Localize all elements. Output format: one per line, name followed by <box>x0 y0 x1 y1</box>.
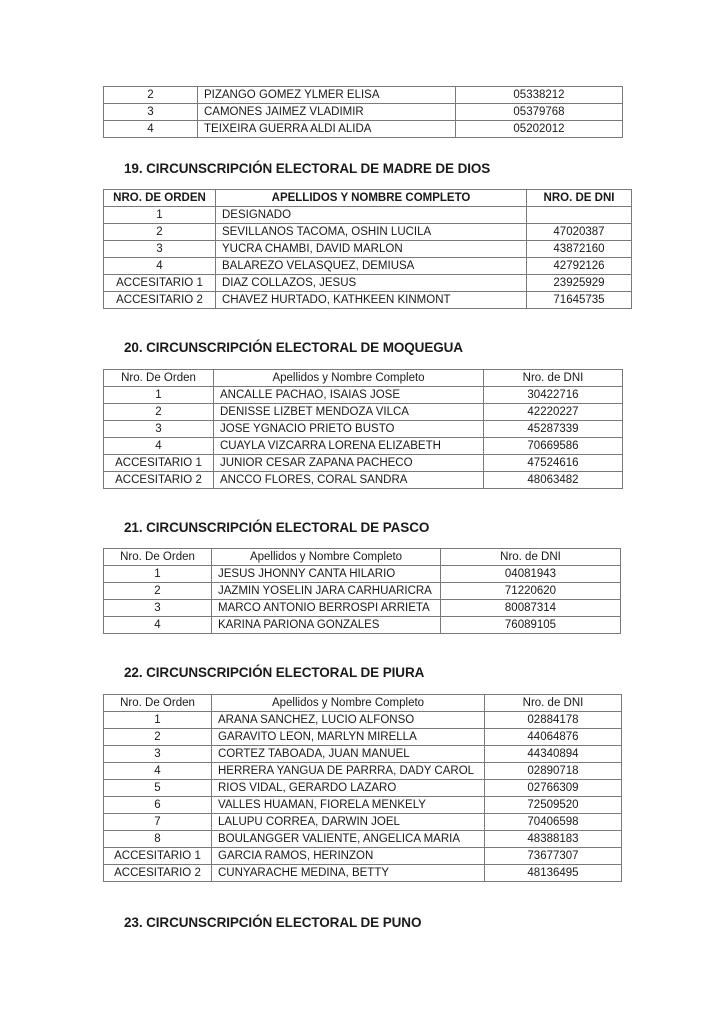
header-dni: Nro. de DNI <box>484 370 623 387</box>
table-row <box>104 848 622 865</box>
dni-cell: 45287339 <box>484 421 623 438</box>
header-name: Apellidos y Nombre Completo <box>214 370 484 387</box>
order-cell: 1 <box>104 387 214 404</box>
order-cell: 4 <box>104 763 212 780</box>
order-cell: 3 <box>104 241 216 258</box>
order-cell: 1 <box>104 566 212 583</box>
order-cell: 4 <box>104 438 214 455</box>
name-cell: JOSE YGNACIO PRIETO BUSTO <box>214 421 484 438</box>
dni-cell: 47020387 <box>527 224 632 241</box>
header-name: Apellidos y Nombre Completo <box>212 695 485 712</box>
table-row <box>104 865 622 882</box>
madre-de-dios-table <box>103 189 632 309</box>
name-cell: YUCRA CHAMBI, DAVID MARLON <box>216 241 527 258</box>
name-cell: ANCCO FLORES, CORAL SANDRA <box>214 472 484 489</box>
header-order: NRO. DE ORDEN <box>104 190 216 207</box>
order-cell: 6 <box>104 797 212 814</box>
dni-cell: 44064876 <box>485 729 622 746</box>
table-row <box>104 712 622 729</box>
order-cell: 2 <box>104 404 214 421</box>
table-row <box>104 224 632 241</box>
table-row <box>104 780 622 797</box>
name-cell: JESUS JHONNY CANTA HILARIO <box>212 566 441 583</box>
table-header-row <box>104 549 621 566</box>
moquegua-table <box>103 369 623 489</box>
table-row <box>104 763 622 780</box>
order-cell: 3 <box>104 104 198 121</box>
dni-cell: 05202012 <box>456 121 623 138</box>
dni-cell: 48063482 <box>484 472 623 489</box>
order-cell: 3 <box>104 421 214 438</box>
table-row <box>104 472 623 489</box>
table-row <box>104 275 632 292</box>
table-row <box>104 600 621 617</box>
dni-cell: 42792126 <box>527 258 632 275</box>
name-cell: MARCO ANTONIO BERROSPI ARRIETA <box>212 600 441 617</box>
name-cell: BOULANGGER VALIENTE, ANGELICA MARIA <box>212 831 485 848</box>
order-cell: 4 <box>104 617 212 634</box>
dni-cell: 02884178 <box>485 712 622 729</box>
name-cell: GARCIA RAMOS, HERINZON <box>212 848 485 865</box>
dni-cell: 71220620 <box>441 583 621 600</box>
header-order: Nro. De Orden <box>104 549 212 566</box>
dni-cell: 30422716 <box>484 387 623 404</box>
dni-cell: 48136495 <box>485 865 622 882</box>
order-cell: 1 <box>104 712 212 729</box>
table-row <box>104 404 623 421</box>
dni-cell: 76089105 <box>441 617 621 634</box>
dni-cell: 05379768 <box>456 104 623 121</box>
order-cell: 8 <box>104 831 212 848</box>
name-cell: BALAREZO VELASQUEZ, DEMIUSA <box>216 258 527 275</box>
dni-cell: 47524616 <box>484 455 623 472</box>
table-row <box>104 104 623 121</box>
name-cell: LALUPU CORREA, DARWIN JOEL <box>212 814 485 831</box>
table-row <box>104 207 632 224</box>
table-row <box>104 241 632 258</box>
order-cell: 2 <box>104 729 212 746</box>
header-order: Nro. De Orden <box>104 370 214 387</box>
dni-cell: 04081943 <box>441 566 621 583</box>
name-cell: DIAZ COLLAZOS, JESUS <box>216 275 527 292</box>
section-heading-moquegua: 20. CIRCUNSCRIPCIÓN ELECTORAL DE MOQUEGUA <box>124 340 463 355</box>
table-row <box>104 566 621 583</box>
table-row <box>104 797 622 814</box>
order-cell: 1 <box>104 207 216 224</box>
order-cell: 4 <box>104 258 216 275</box>
name-cell: CAMONES JAIMEZ VLADIMIR <box>198 104 456 121</box>
table-row <box>104 292 632 309</box>
name-cell: SEVILLANOS TACOMA, OSHIN LUCILA <box>216 224 527 241</box>
section-heading-piura: 22. CIRCUNSCRIPCIÓN ELECTORAL DE PIURA <box>124 665 425 680</box>
name-cell: DESIGNADO <box>216 207 527 224</box>
continuation-table <box>103 86 623 138</box>
order-cell: ACCESITARIO 1 <box>104 275 216 292</box>
dni-cell: 42220227 <box>484 404 623 421</box>
table-row <box>104 746 622 763</box>
order-cell: ACCESITARIO 2 <box>104 292 216 309</box>
order-cell: 4 <box>104 121 198 138</box>
name-cell: CUNYARACHE MEDINA, BETTY <box>212 865 485 882</box>
dni-cell: 73677307 <box>485 848 622 865</box>
order-cell: 7 <box>104 814 212 831</box>
dni-cell: 80087314 <box>441 600 621 617</box>
order-cell: 2 <box>104 87 198 104</box>
order-cell: ACCESITARIO 2 <box>104 865 212 882</box>
table-row <box>104 583 621 600</box>
order-cell: ACCESITARIO 2 <box>104 472 214 489</box>
table-row <box>104 617 621 634</box>
order-cell: 2 <box>104 224 216 241</box>
table-header-row <box>104 370 623 387</box>
name-cell: PIZANGO GOMEZ YLMER ELISA <box>198 87 456 104</box>
header-order: Nro. De Orden <box>104 695 212 712</box>
name-cell: JAZMIN YOSELIN JARA CARHUARICRA <box>212 583 441 600</box>
table-header-row <box>104 695 622 712</box>
order-cell: ACCESITARIO 1 <box>104 848 212 865</box>
header-dni: Nro. de DNI <box>485 695 622 712</box>
name-cell: ANCALLE PACHAO, ISAIAS JOSE <box>214 387 484 404</box>
name-cell: TEIXEIRA GUERRA ALDI ALIDA <box>198 121 456 138</box>
dni-cell: 02890718 <box>485 763 622 780</box>
dni-cell: 70669586 <box>484 438 623 455</box>
dni-cell: 44340894 <box>485 746 622 763</box>
dni-cell: 23925929 <box>527 275 632 292</box>
header-name: Apellidos y Nombre Completo <box>212 549 441 566</box>
table-row <box>104 455 623 472</box>
name-cell: ARANA SANCHEZ, LUCIO ALFONSO <box>212 712 485 729</box>
pasco-table <box>103 548 621 634</box>
name-cell: VALLES HUAMAN, FIORELA MENKELY <box>212 797 485 814</box>
name-cell: JUNIOR CESAR ZAPANA PACHECO <box>214 455 484 472</box>
order-cell: 3 <box>104 746 212 763</box>
dni-cell: 70406598 <box>485 814 622 831</box>
dni-cell: 43872160 <box>527 241 632 258</box>
name-cell: CHAVEZ HURTADO, KATHKEEN KINMONT <box>216 292 527 309</box>
dni-cell: 05338212 <box>456 87 623 104</box>
table-row <box>104 387 623 404</box>
table-row <box>104 814 622 831</box>
name-cell: CUAYLA VIZCARRA LORENA ELIZABETH <box>214 438 484 455</box>
dni-cell: 02766309 <box>485 780 622 797</box>
table-row <box>104 438 623 455</box>
dni-cell <box>527 207 632 224</box>
dni-cell: 48388183 <box>485 831 622 848</box>
name-cell: DENISSE LIZBET MENDOZA VILCA <box>214 404 484 421</box>
table-row <box>104 87 623 104</box>
dni-cell: 71645735 <box>527 292 632 309</box>
order-cell: 5 <box>104 780 212 797</box>
header-dni: NRO. DE DNI <box>527 190 632 207</box>
table-row <box>104 258 632 275</box>
name-cell: HERRERA YANGUA DE PARRRA, DADY CAROL <box>212 763 485 780</box>
section-heading-madre-de-dios: 19. CIRCUNSCRIPCIÓN ELECTORAL DE MADRE DE DIOS <box>124 161 491 176</box>
name-cell: GARAVITO LEON, MARLYN MIRELLA <box>212 729 485 746</box>
header-dni: Nro. de DNI <box>441 549 621 566</box>
section-heading-puno: 23. CIRCUNSCRIPCIÓN ELECTORAL DE PUNO <box>124 915 422 930</box>
name-cell: CORTEZ TABOADA, JUAN MANUEL <box>212 746 485 763</box>
name-cell: KARINA PARIONA GONZALES <box>212 617 441 634</box>
header-name: APELLIDOS Y NOMBRE COMPLETO <box>216 190 527 207</box>
order-cell: ACCESITARIO 1 <box>104 455 214 472</box>
table-row <box>104 121 623 138</box>
table-row <box>104 831 622 848</box>
table-header-row <box>104 190 632 207</box>
order-cell: 2 <box>104 583 212 600</box>
table-row <box>104 421 623 438</box>
piura-table <box>103 694 622 882</box>
order-cell: 3 <box>104 600 212 617</box>
name-cell: RIOS VIDAL, GERARDO LAZARO <box>212 780 485 797</box>
table-row <box>104 729 622 746</box>
dni-cell: 72509520 <box>485 797 622 814</box>
section-heading-pasco: 21. CIRCUNSCRIPCIÓN ELECTORAL DE PASCO <box>124 520 430 535</box>
